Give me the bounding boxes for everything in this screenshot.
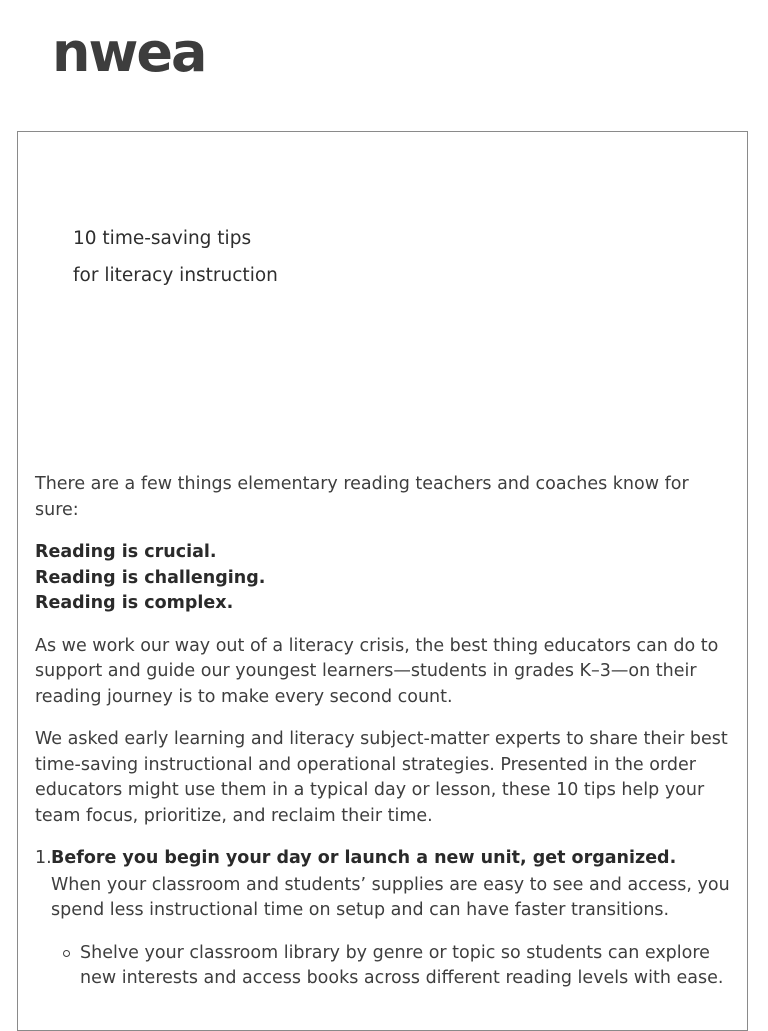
emphasis-line-2: Reading is challenging.: [35, 567, 266, 588]
tip-1-content: [51, 846, 735, 924]
bullet-circle-icon: [63, 941, 80, 992]
document-body: [35, 472, 735, 992]
tip-1-body: When your classroom and students’ supplies are easy to see and access, you spend less instructional time on setup and can have faster transitions.: [51, 874, 730, 920]
paragraph-literacy-crisis: As we work our way out of a literacy crisis, the best thing educators can do to support and guide our youngest learners—students in grades K–3—on their reading journey is to make every second count.: [35, 635, 719, 707]
tip-1-heading: Before you begin your day or launch a new unit, get organized.: [51, 848, 677, 868]
nwea-logo: nwea: [52, 21, 206, 84]
paragraph-experts: We asked early learning and literacy subject-matter experts to share their best time-saving instructional and operational strategies. Presented in the order educators might use them in a typical day or lesson, these 10 tips help your team focus, prioritize, and reclaim their time.: [35, 729, 728, 826]
tip-1-number: 1.: [35, 848, 52, 868]
title-line-2: for literacy instruction: [73, 265, 278, 286]
document-title: [73, 220, 278, 294]
emphasis-line-3: Reading is complex.: [35, 593, 234, 613]
title-line-1: 10 time-saving tips: [73, 228, 252, 249]
intro-paragraph: There are a few things elementary reading teachers and coaches know for sure:: [35, 474, 689, 520]
tip-1: [35, 846, 735, 924]
emphasis-line-1: Reading is crucial.: [35, 542, 217, 562]
emphasis-block: [35, 540, 735, 617]
tip-1-bullet-1: [63, 941, 735, 992]
tip-1-bullet-1-text: Shelve your classroom library by genre or topic so students can explore new interests and access books across different reading levels with ease.: [80, 942, 724, 988]
